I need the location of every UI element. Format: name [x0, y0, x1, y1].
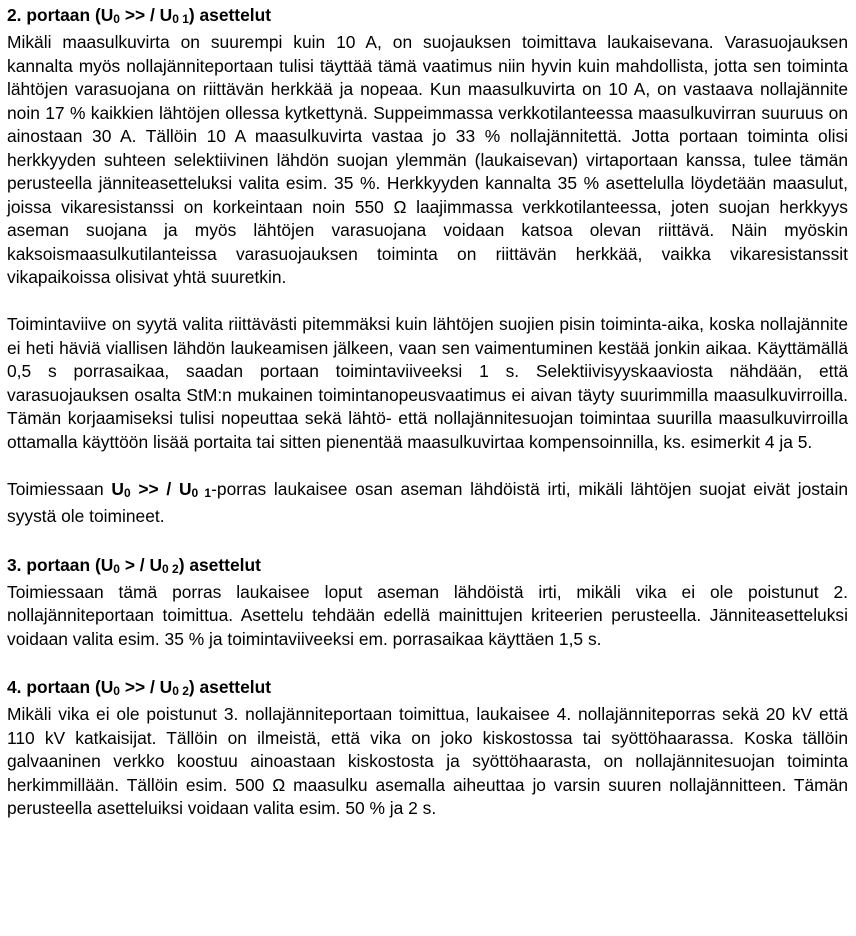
symbol-subscript: 0 2 — [172, 684, 189, 698]
section-step-3 — [7, 553, 848, 652]
heading-suffix: ) asettelut — [188, 677, 272, 697]
symbol-u: U — [159, 677, 173, 697]
paragraph: Mikäli vika ei ole poistunut 3. nollajänniteportaan toimittua, laukaisee 4. nollajänniteporras sekä 20 kV että 110 kV katkaisijat. Tällöin on ilmeistä, että vika on joko kiskostossa tai syöttöhaarassa. Koska tällöin galvaaninen verkko koostuu ainoastaan kiskostosta ja syöttöhaarasta, on nollajännitesuojan toiminta herkimmillään. Tällöin esim. 500 Ω maasulku asemalla aiheuttaa jo varsin suuren nollajännitteen. Tämän perusteella asetteluiksi voidaan valita esim. 50 % ja 2 s. — [7, 704, 848, 818]
symbol-subscript: 0 — [113, 684, 120, 698]
symbol-subscript: 0 1 — [172, 12, 189, 26]
section-step-2 — [7, 3, 848, 529]
paragraph: Mikäli maasulkuvirta on suurempi kuin 10 A, on suojauksen toimittava laukaisevana. Varasuojauksen kannalta myös nollajänniteportaan tulisi täyttää tämä vaatimus niin hyvin kuin mahdollista, jotta sen toiminta lähtöjen varasuojana on riittävän herkkää ja nopeaa. Kun maasulkuvirta on 10 A, on vastaava nollajännite noin 17 % kaikkien lähtöjen ollessa kytkettynä. Suppeimmassa verkkotilanteessa maasulkuvirran suuruus on ainostaan 30 A. Tällöin 10 A maasulkuvirta vastaa jo 33 % nollajännitettä. Jotta portaan toiminta olisi herkkyyden suhteen selektiivinen lähdön suojan ylemmän (laukaisevan) virtaportaan kanssa, tulee tämän perusteella jänniteasetteluksi valita esim. 35 %. Herkkyyden kannalta 35 % asettelulla löydetään maasulut, joissa vikaresistanssi on korkeintaan noin 550 Ω laajimmassa verkkotilanteessa, joten suojan herkkyys aseman suojana ja myös lähtöjen varasuojana voidaan katsoa olevan riittävä. Näin myöskin kaksoismaasulkutilanteissa varasuojauksen toiminta on riittävän herkkää, vaikka vikaresistanssit vikapaikoissa olisivat yhtä suuretkin. — [7, 32, 848, 287]
symbol-u0 — [101, 555, 120, 575]
symbol-u: U — [149, 554, 163, 575]
text-run: Toimiessaan — [7, 478, 112, 499]
heading-suffix: ) asettelut — [188, 5, 272, 25]
symbol-u0 — [101, 677, 120, 697]
section-heading-step-4 — [7, 675, 848, 703]
paragraph: Toimiessaan tämä porras laukaisee loput aseman lähdöistä irti, mikäli vika ei ole poistunut 2. nollajänniteportaan toimittua. Asettelu tehdään edellä mainittujen kriteerien perusteella. Jänniteasetteluksi voidaan valita esim. 35 % ja toimintaviiveeksi em. porrasaikaa käyttäen 1,5 s. — [7, 581, 848, 649]
symbol-u: U — [159, 5, 173, 25]
section-step-4 — [7, 675, 848, 821]
symbol-subscript: 0 — [113, 561, 120, 576]
section-heading-step-2 — [7, 3, 848, 31]
heading-prefix: 3. portaan ( — [7, 554, 101, 575]
symbol-subscript: 0 — [123, 485, 131, 500]
symbol-u01 — [160, 5, 189, 25]
symbol-u02 — [160, 677, 189, 697]
symbol-operator: > / — [119, 554, 150, 575]
symbol-u0 — [101, 5, 120, 25]
section-heading-step-3 — [7, 553, 848, 581]
paragraph-with-symbol — [7, 478, 848, 529]
symbol-u: U — [100, 5, 114, 25]
symbol-u0-u01 — [111, 479, 211, 499]
symbol-u02 — [149, 555, 178, 575]
symbol-u: U — [111, 478, 124, 499]
paragraph: Toimintaviive on syytä valita riittävästi pitemmäksi kuin lähtöjen suojien pisin toiminta-aika, koska nollajännite ei heti häviä viallisen lähdön laukeamisen jälkeen, vaan sen vaimentuminen kestää jonkin aikaa. Käyttämällä 0,5 s porrasaikaa, saadan portaan toimintaviiveeksi 1 s. Selektiivisyyskaaviosta nähdään, että varasuojauksen osalta StM:n mukainen toimintanopeusvaatimus ei aivan täyty suurimmilla maasulkuvirroilla. Tämän korjaamiseksi tulisi nopeuttaa sekä lähtö- että nollajännitesuojan toimintaa suurilla maasulkuvirroilla ottamalla käyttöön lisää portaita tai sitten pienentää maasulkuvirtaa kompensoinnilla, ks. esimerkit 4 ja 5. — [7, 314, 848, 452]
symbol-subscript: 0 — [113, 12, 120, 26]
symbol-subscript: 0 2 — [162, 561, 179, 576]
symbol-u: U — [100, 554, 114, 575]
symbol-operator: >> / — [119, 677, 160, 697]
symbol-u: U — [178, 478, 192, 499]
symbol-subscript: 0 1 — [191, 485, 212, 500]
heading-prefix: 4. portaan ( — [7, 677, 101, 697]
heading-suffix: ) asettelut — [178, 554, 261, 575]
symbol-operator: >> / — [119, 5, 160, 25]
heading-prefix: 2. portaan ( — [7, 5, 101, 25]
symbol-u: U — [100, 677, 114, 697]
text-run: -porras laukaisee osan aseman lähdöistä irti, mikäli lähtöjen suojat eivät jostain syystä ole toimineet. — [7, 478, 849, 526]
symbol-operator: >> / — [138, 478, 179, 499]
